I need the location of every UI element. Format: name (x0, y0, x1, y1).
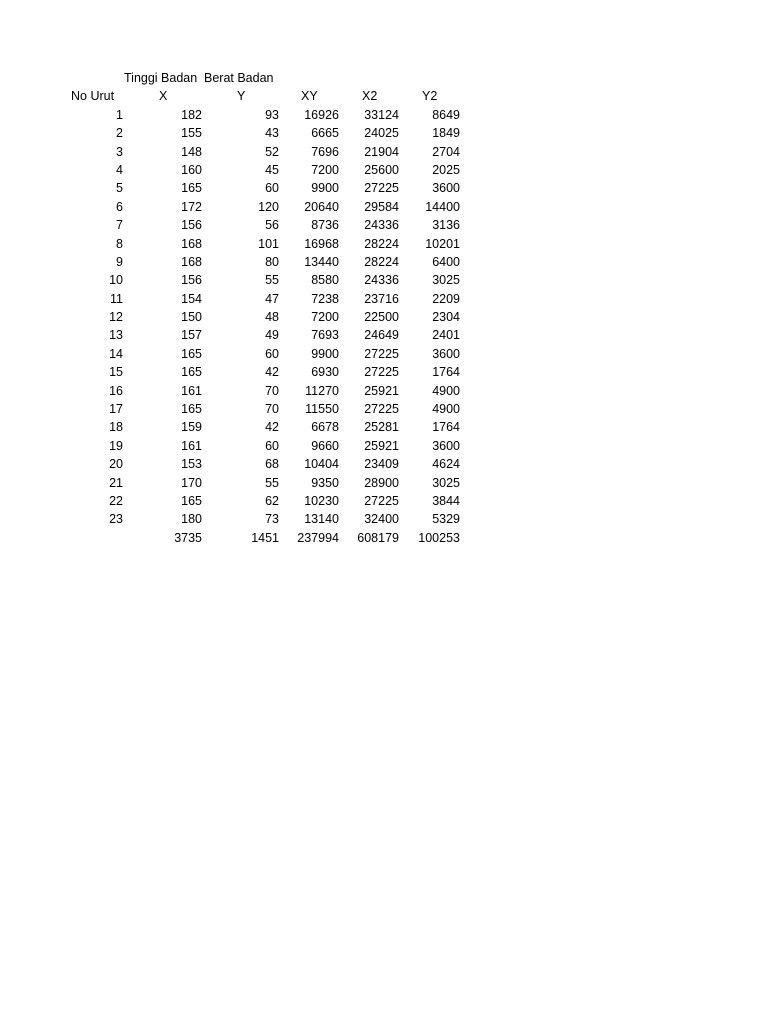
cell-xy: 13440 (304, 254, 339, 269)
cell-y2: 2304 (432, 310, 460, 325)
cell-x2: 28900 (364, 475, 399, 490)
cell-x2: 27225 (364, 346, 399, 361)
cell-no: 6 (116, 199, 123, 214)
cell-y2: 14400 (425, 199, 460, 214)
cell-x: 165 (181, 402, 202, 417)
cell-y: 70 (265, 383, 279, 398)
cell-no: 15 (109, 365, 123, 380)
cell-x2: 27225 (364, 365, 399, 380)
cell-x2: 24649 (364, 328, 399, 343)
cell-y2: 2025 (432, 162, 460, 177)
cell-y: 55 (265, 273, 279, 288)
cell-x: 155 (181, 126, 202, 141)
cell-x2: 28224 (364, 236, 399, 251)
cell-no: 5 (116, 181, 123, 196)
cell-xy: 7238 (311, 291, 339, 306)
total-x: 3735 (174, 530, 202, 545)
cell-y2: 3600 (432, 438, 460, 453)
cell-y: 55 (265, 475, 279, 490)
cell-xy: 9660 (311, 438, 339, 453)
cell-xy: 9900 (311, 346, 339, 361)
cell-xy: 10230 (304, 493, 339, 508)
cell-x2: 25281 (364, 420, 399, 435)
cell-y2: 1849 (432, 126, 460, 141)
header-no-urut: No Urut (71, 89, 115, 104)
cell-x2: 27225 (364, 493, 399, 508)
cell-xy: 7693 (311, 328, 339, 343)
cell-xy: 8736 (311, 218, 339, 233)
cell-y2: 3600 (432, 181, 460, 196)
cell-no: 20 (109, 457, 123, 472)
cell-no: 1 (116, 107, 123, 122)
cell-y2: 3136 (432, 218, 460, 233)
total-xy: 237994 (297, 530, 339, 545)
cell-x2: 32400 (364, 512, 399, 527)
cell-no: 18 (109, 420, 123, 435)
cell-x: 148 (181, 144, 202, 159)
cell-y2: 5329 (432, 512, 460, 527)
cell-y2: 3025 (432, 475, 460, 490)
cell-y2: 10201 (425, 236, 460, 251)
total-y: 1451 (251, 530, 279, 545)
header-y2: Y2 (422, 89, 438, 104)
cell-no: 2 (116, 126, 123, 141)
cell-y: 73 (265, 512, 279, 527)
cell-xy: 11270 (305, 383, 339, 398)
cell-x: 180 (181, 512, 202, 527)
cell-x: 154 (181, 291, 202, 306)
cell-y2: 1764 (432, 420, 460, 435)
cell-y2: 1764 (432, 365, 460, 380)
cell-no: 23 (109, 512, 123, 527)
cell-no: 4 (116, 162, 123, 177)
cell-x2: 23409 (364, 457, 399, 472)
cell-y: 47 (265, 291, 279, 306)
cell-y: 48 (265, 310, 279, 325)
cell-x: 161 (181, 383, 202, 398)
cell-y: 56 (265, 218, 279, 233)
header-y: Y (237, 89, 246, 104)
total-x2: 608179 (357, 530, 399, 545)
cell-x: 156 (181, 218, 202, 233)
cell-y2: 4900 (432, 383, 460, 398)
cell-x: 170 (181, 475, 202, 490)
cell-no: 13 (109, 328, 123, 343)
cell-y: 60 (265, 181, 279, 196)
cell-x2: 27225 (364, 181, 399, 196)
cell-x: 172 (181, 199, 202, 214)
cell-no: 22 (109, 493, 123, 508)
cell-y: 42 (265, 420, 279, 435)
cell-no: 11 (110, 291, 123, 306)
cell-xy: 16926 (304, 107, 339, 122)
cell-y: 70 (265, 402, 279, 417)
cell-xy: 7200 (311, 310, 339, 325)
cell-no: 10 (109, 273, 123, 288)
header-x: X (159, 89, 168, 104)
cell-x: 156 (181, 273, 202, 288)
cell-x2: 24025 (364, 126, 399, 141)
total-y2: 100253 (418, 530, 460, 545)
cell-xy: 13140 (304, 512, 339, 527)
cell-x: 157 (181, 328, 202, 343)
cell-xy: 20640 (304, 199, 339, 214)
cell-y: 45 (265, 162, 279, 177)
cell-x: 159 (181, 420, 202, 435)
cell-y2: 2209 (432, 291, 460, 306)
header-x2: X2 (362, 89, 378, 104)
cell-y2: 3600 (432, 346, 460, 361)
cell-x: 165 (181, 181, 202, 196)
header-xy: XY (301, 89, 318, 104)
cell-no: 16 (109, 383, 123, 398)
cell-xy: 9900 (311, 181, 339, 196)
cell-xy: 8580 (311, 273, 339, 288)
cell-x: 168 (181, 236, 202, 251)
cell-x: 165 (181, 493, 202, 508)
cell-y2: 4900 (432, 402, 460, 417)
cell-no: 12 (109, 310, 123, 325)
cell-y2: 3025 (432, 273, 460, 288)
cell-y: 93 (265, 107, 279, 122)
cell-y2: 2704 (432, 144, 460, 159)
cell-xy: 6665 (311, 126, 339, 141)
cell-x2: 29584 (364, 199, 399, 214)
cell-y2: 8649 (432, 107, 460, 122)
cell-x2: 24336 (364, 273, 399, 288)
cell-x: 165 (181, 346, 202, 361)
cell-y: 49 (265, 328, 279, 343)
cell-x2: 24336 (364, 218, 399, 233)
cell-y: 68 (265, 457, 279, 472)
cell-x2: 23716 (364, 291, 399, 306)
cell-x: 168 (181, 254, 202, 269)
cell-x2: 28224 (364, 254, 399, 269)
cell-xy: 11550 (305, 402, 339, 417)
cell-no: 7 (116, 218, 123, 233)
cell-x: 161 (181, 438, 202, 453)
cell-xy: 10404 (304, 457, 339, 472)
cell-x: 150 (181, 310, 202, 325)
cell-xy: 16968 (304, 236, 339, 251)
cell-y2: 3844 (432, 493, 460, 508)
cell-no: 3 (116, 144, 123, 159)
cell-x2: 33124 (364, 107, 399, 122)
cell-y: 52 (265, 144, 279, 159)
cell-no: 9 (116, 254, 123, 269)
header-berat-badan: Berat Badan (204, 71, 274, 85)
cell-y: 43 (265, 126, 279, 141)
cell-x2: 25921 (364, 383, 399, 398)
cell-y2: 4624 (432, 457, 460, 472)
cell-y2: 2401 (432, 328, 460, 343)
cell-y: 60 (265, 438, 279, 453)
cell-y: 42 (265, 365, 279, 380)
cell-x: 165 (181, 365, 202, 380)
cell-x2: 25921 (364, 438, 399, 453)
cell-x: 153 (181, 457, 202, 472)
cell-x2: 27225 (364, 402, 399, 417)
cell-x2: 21904 (364, 144, 399, 159)
cell-y: 101 (258, 236, 279, 251)
cell-y: 60 (265, 346, 279, 361)
cell-xy: 7696 (311, 144, 339, 159)
cell-y2: 6400 (432, 254, 460, 269)
cell-no: 19 (109, 438, 123, 453)
cell-no: 17 (109, 402, 123, 417)
cell-y: 62 (265, 493, 279, 508)
header-tinggi-badan: Tinggi Badan (124, 71, 198, 85)
cell-y: 80 (265, 254, 279, 269)
cell-xy: 7200 (311, 162, 339, 177)
cell-no: 14 (109, 346, 123, 361)
cell-xy: 9350 (311, 475, 339, 490)
cell-xy: 6930 (311, 365, 339, 380)
cell-x2: 22500 (364, 310, 399, 325)
cell-no: 8 (116, 236, 123, 251)
cell-x2: 25600 (364, 162, 399, 177)
cell-x: 182 (181, 107, 202, 122)
cell-y: 120 (258, 199, 279, 214)
cell-xy: 6678 (311, 420, 339, 435)
cell-no: 21 (109, 475, 123, 490)
cell-x: 160 (181, 162, 202, 177)
